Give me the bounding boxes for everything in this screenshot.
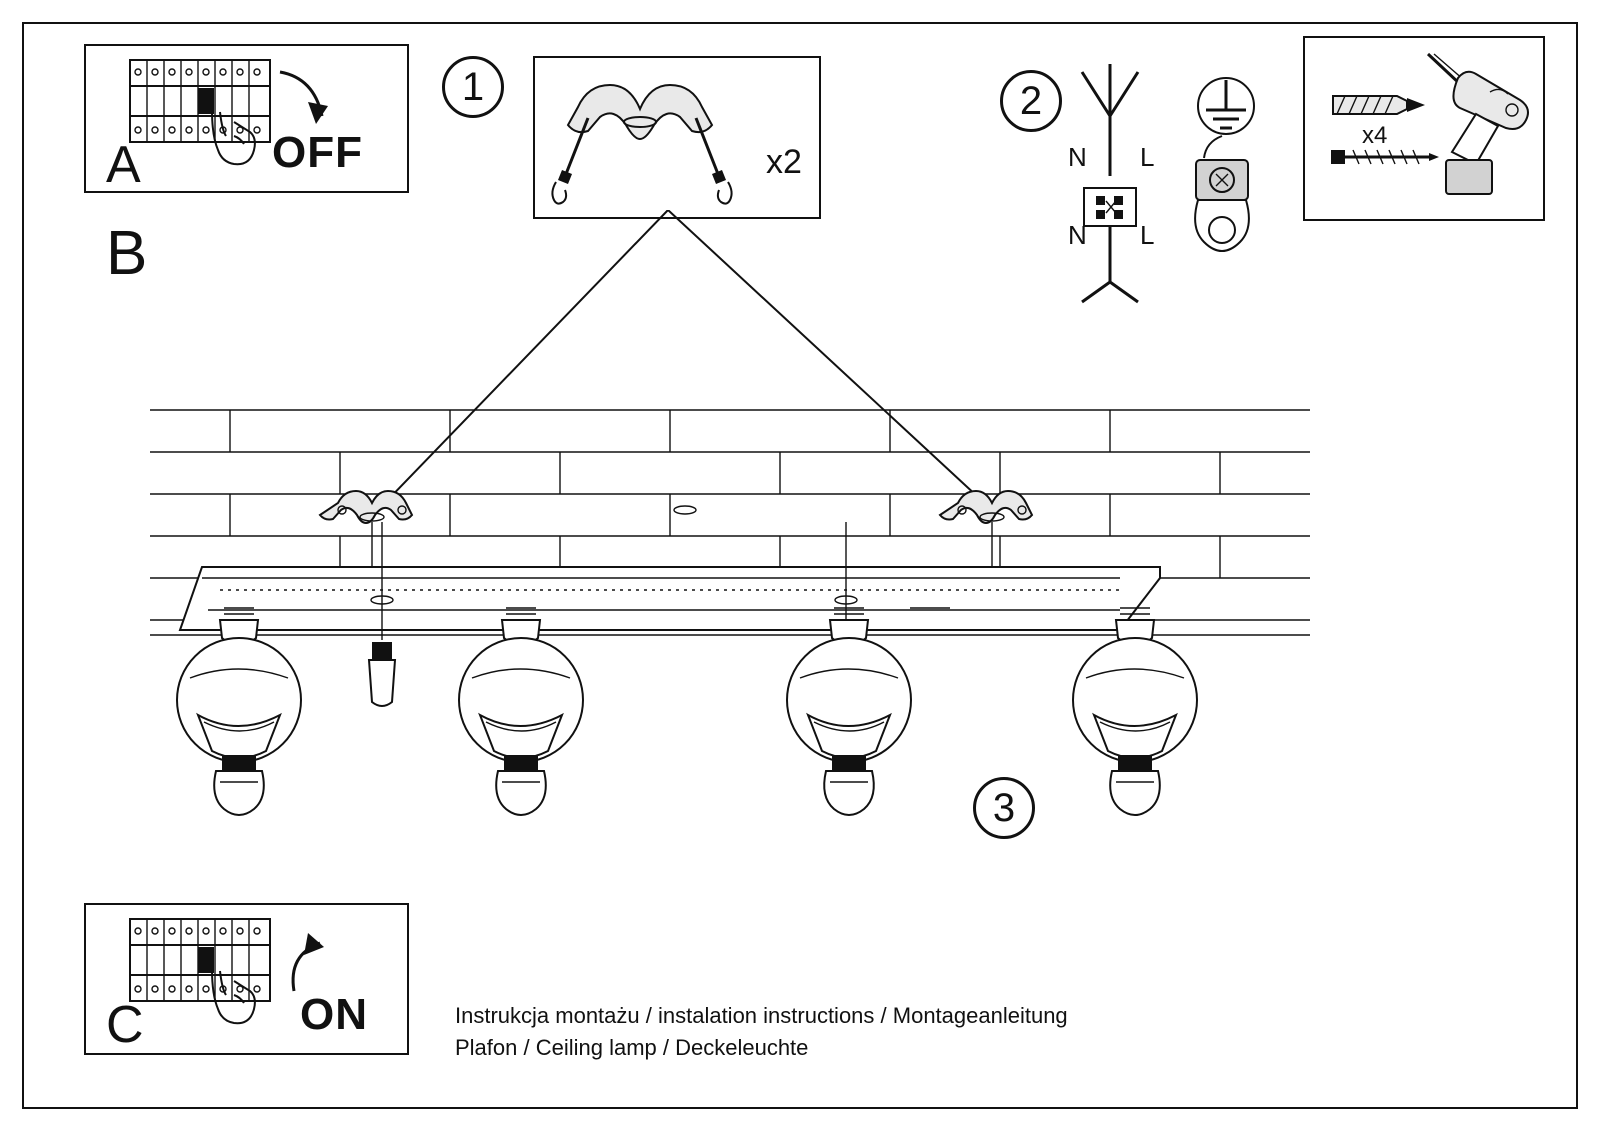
- step-2-terminal-n-top: N: [1068, 142, 1087, 172]
- arrow-down-icon: [272, 62, 342, 132]
- step-3-badge: [973, 777, 1035, 839]
- bracket-right: [940, 491, 1032, 570]
- caption-line-2: Plafon / Ceiling lamp / Deckeleuchte: [455, 1035, 809, 1060]
- wall-plug-icon: [1325, 82, 1435, 128]
- panel-a-action-label: OFF: [272, 128, 363, 177]
- step-2-terminal-l-top: L: [1140, 142, 1155, 172]
- step-2-terminal-n-bottom: N: [1068, 220, 1087, 250]
- panel-c-action-label: ON: [300, 990, 368, 1039]
- step-1-badge: [442, 56, 504, 118]
- arrow-up-icon: [272, 925, 348, 1001]
- lamp-assembly-diagram: [120, 210, 1440, 890]
- step-1-number: 1: [461, 64, 485, 109]
- spot-4: [1073, 608, 1197, 815]
- caption-block: [455, 1000, 1155, 1064]
- ceiling-bar: [180, 567, 1160, 630]
- spot-3: [787, 608, 911, 815]
- bracket-left: [320, 491, 412, 570]
- step-2-number: 2: [1019, 78, 1043, 123]
- step-2-terminal-l-bottom: L: [1140, 220, 1155, 250]
- mounting-bracket-icon: [548, 62, 758, 212]
- caption-line-1: Instrukcja montażu / instalation instructions / Montageanleitung: [455, 1003, 1068, 1028]
- step-1-quantity: x2: [766, 143, 802, 181]
- panel-b-letter: B: [106, 219, 148, 288]
- spot-1: [177, 608, 301, 815]
- spot-2: [459, 608, 583, 815]
- panel-a-letter: A: [106, 136, 141, 194]
- power-drill-icon: [1420, 44, 1540, 214]
- tools-quantity: x4: [1362, 122, 1388, 149]
- step-3-number: 3: [992, 785, 1016, 830]
- panel-c-letter: C: [106, 996, 144, 1054]
